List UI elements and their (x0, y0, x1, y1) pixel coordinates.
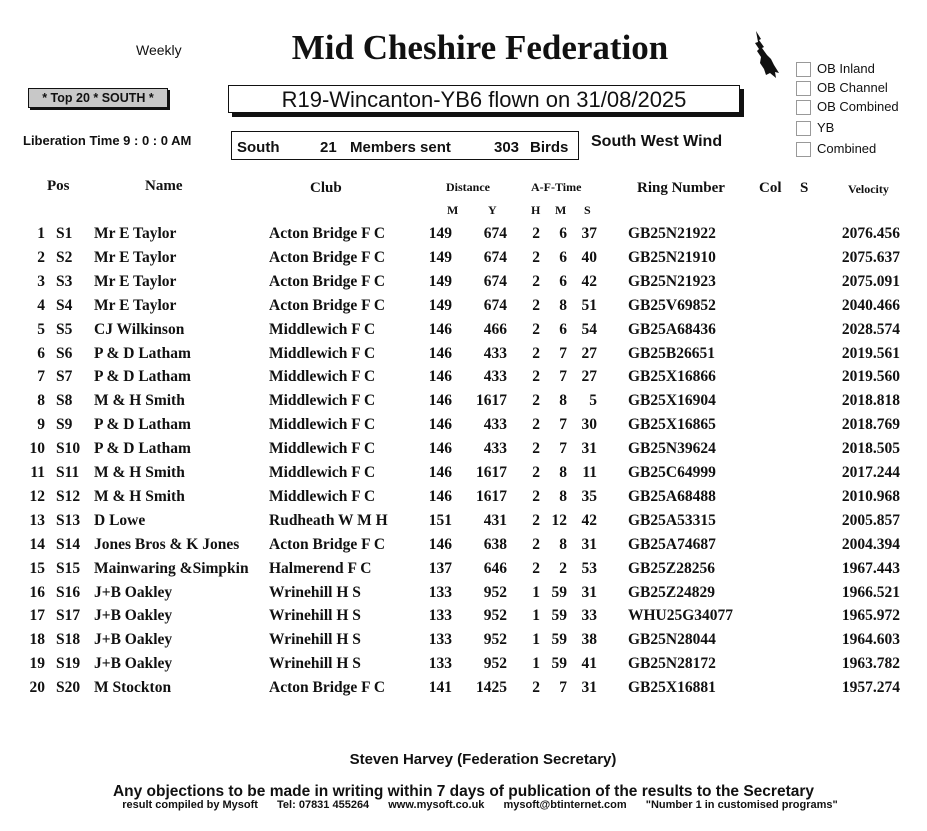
cell-velocity: 1967.443 (841, 559, 900, 577)
cell-time-m: 2 (559, 559, 567, 577)
cell-pos: 2 (37, 248, 45, 266)
cell-distance-m: 149 (428, 248, 452, 266)
cell-pos: 3 (37, 272, 45, 290)
cell-distance-m: 141 (428, 679, 452, 697)
table-row (0, 655, 927, 677)
col-distance: Distance (446, 180, 490, 194)
cell-time-h: 2 (532, 679, 540, 697)
cell-time-m: 8 (559, 464, 567, 481)
cell-time-s: 31 (581, 535, 597, 553)
cell-distance-m: 133 (428, 631, 452, 649)
cell-velocity: 2028.574 (841, 320, 900, 338)
cell-time-h: 2 (532, 320, 540, 338)
cell-distance-m: 133 (428, 607, 452, 625)
checkbox-icon[interactable] (796, 81, 811, 96)
cell-section-pos: S19 (56, 655, 81, 673)
cell-velocity: 2018.818 (841, 392, 900, 410)
cell-time-m: 7 (559, 440, 567, 458)
cell-time-m: 8 (559, 296, 567, 314)
col-ring: Ring Number (637, 180, 725, 196)
cell-time-h: 2 (532, 344, 540, 362)
table-row (0, 416, 927, 438)
cell-section-pos: S6 (56, 344, 73, 362)
cell-distance-m: 146 (428, 440, 452, 458)
cell-distance-m: 133 (428, 655, 452, 673)
cell-pos: 12 (29, 487, 45, 505)
cell-distance-y: 952 (483, 655, 507, 673)
email-link[interactable]: mysoft@btinternet.com (503, 799, 627, 811)
cell-velocity: 2017.244 (841, 464, 900, 481)
cell-ring-number: GB25B26651 (628, 344, 715, 362)
cell-time-s: 53 (581, 559, 597, 577)
cell-club: Wrinehill H S (269, 583, 361, 601)
cell-distance-m: 146 (428, 368, 452, 386)
cell-time-h: 2 (532, 511, 540, 529)
cell-pos: 7 (37, 368, 45, 386)
cell-club: Acton Bridge F C (269, 535, 386, 553)
cell-pos: 13 (29, 511, 45, 529)
cell-time-h: 2 (532, 296, 540, 314)
table-row (0, 584, 927, 606)
cell-section-pos: S5 (56, 320, 73, 338)
cell-velocity: 2018.769 (841, 416, 900, 434)
cell-name: J+B Oakley (94, 655, 173, 673)
cell-distance-y: 433 (483, 416, 507, 434)
col-distance-y: Y (488, 203, 497, 217)
cell-time-s: 40 (581, 248, 597, 266)
cell-time-s: 31 (581, 679, 597, 697)
table-row (0, 273, 927, 295)
cell-name: P & D Latham (94, 416, 191, 434)
pigeon-logo-icon (752, 29, 780, 79)
cell-time-s: 42 (581, 511, 597, 529)
cell-velocity: 1965.972 (841, 607, 900, 625)
cell-velocity: 2005.857 (841, 511, 900, 529)
birds-count: 303 (494, 139, 520, 156)
cell-club: Halmerend F C (269, 559, 372, 577)
cell-name: Mr E Taylor (94, 296, 177, 314)
cell-ring-number: GB25Z28256 (628, 559, 715, 577)
cell-club: Rudheath W M H (269, 511, 388, 529)
cell-time-h: 1 (532, 607, 540, 625)
cell-club: Acton Bridge F C (269, 296, 386, 314)
cell-distance-m: 149 (428, 225, 452, 242)
cell-velocity: 2004.394 (841, 535, 900, 553)
cell-distance-m: 137 (428, 559, 452, 577)
cell-club: Middlewich F C (269, 440, 376, 458)
cell-distance-m: 133 (428, 583, 452, 601)
compiled-by-line (0, 799, 927, 811)
table-row (0, 679, 927, 701)
cell-time-h: 2 (532, 487, 540, 505)
cell-distance-y: 646 (483, 559, 507, 577)
cell-ring-number: GB25Z24829 (628, 583, 715, 601)
cell-club: Middlewich F C (269, 416, 376, 434)
cell-name: Mr E Taylor (94, 248, 177, 266)
table-row (0, 536, 927, 558)
cell-velocity: 1964.603 (841, 631, 900, 649)
cell-distance-y: 1425 (476, 679, 507, 697)
top20-badge: * Top 20 * SOUTH * (28, 88, 168, 108)
cell-distance-m: 146 (428, 416, 452, 434)
cell-name: J+B Oakley (94, 583, 173, 601)
col-pos: Pos (47, 178, 70, 194)
cell-section-pos: S15 (56, 559, 81, 577)
section-summary-box (231, 131, 579, 160)
table-row (0, 368, 927, 390)
cell-club: Acton Bridge F C (269, 679, 386, 697)
cell-time-h: 1 (532, 631, 540, 649)
col-col: Col (759, 180, 782, 196)
col-club: Club (310, 180, 342, 196)
cell-section-pos: S17 (56, 607, 81, 625)
cell-velocity: 2075.091 (841, 272, 900, 290)
cell-section-pos: S14 (56, 535, 81, 553)
col-time-s: S (584, 203, 591, 217)
cell-distance-y: 674 (483, 272, 507, 290)
col-name: Name (145, 178, 183, 194)
cell-pos: 19 (29, 655, 45, 673)
cell-distance-m: 146 (428, 535, 452, 553)
cell-name: Mainwaring &Simpkin (94, 559, 249, 577)
cell-distance-m: 146 (428, 320, 452, 338)
cell-club: Acton Bridge F C (269, 272, 386, 290)
cell-ring-number: GB25N28172 (628, 655, 716, 673)
cell-ring-number: GB25V69852 (628, 296, 716, 314)
cell-section-pos: S16 (56, 583, 81, 601)
cell-time-s: 41 (581, 655, 597, 673)
cell-distance-y: 674 (483, 225, 507, 242)
cell-time-s: 11 (582, 464, 597, 481)
cell-time-m: 7 (559, 679, 567, 697)
cell-name: M & H Smith (94, 392, 185, 410)
cell-distance-m: 146 (428, 392, 452, 410)
telephone: Tel: 07831 455264 (277, 799, 370, 811)
cell-time-h: 2 (532, 368, 540, 386)
cell-time-m: 59 (551, 607, 567, 625)
liberation-time: Liberation Time 9 : 0 : 0 AM (23, 133, 192, 148)
cell-name: Mr E Taylor (94, 272, 177, 290)
cell-time-m: 8 (559, 392, 567, 410)
cell-time-s: 38 (581, 631, 597, 649)
cell-pos: 5 (37, 320, 45, 338)
cell-distance-m: 151 (428, 511, 452, 529)
cell-section-pos: S3 (56, 272, 73, 290)
cell-velocity: 1963.782 (841, 655, 900, 673)
cell-ring-number: GB25N21922 (628, 225, 716, 242)
cell-section-pos: S18 (56, 631, 81, 649)
table-row (0, 392, 927, 414)
cell-time-h: 2 (532, 272, 540, 290)
table-row (0, 631, 927, 653)
cell-velocity: 1957.274 (841, 679, 900, 697)
cell-name: P & D Latham (94, 368, 191, 386)
birds-label: Birds (530, 139, 569, 156)
slogan: "Number 1 in customised programs" (645, 799, 838, 811)
cell-club: Acton Bridge F C (269, 225, 386, 242)
cell-name: M & H Smith (94, 464, 185, 481)
cell-pos: 11 (30, 464, 45, 481)
cell-velocity: 2019.560 (841, 368, 900, 386)
cell-time-m: 12 (551, 511, 567, 529)
cell-pos: 14 (29, 535, 45, 553)
cell-distance-y: 952 (483, 631, 507, 649)
cell-time-s: 30 (581, 416, 597, 434)
members-label: Members sent (350, 139, 451, 156)
cell-time-s: 31 (581, 583, 597, 601)
page-title: Mid Cheshire Federation (291, 28, 669, 67)
cell-time-m: 8 (559, 487, 567, 505)
cell-name: M Stockton (94, 679, 172, 697)
col-velocity: Velocity (848, 182, 889, 196)
col-time: A-F-Time (531, 180, 582, 194)
checkbox-icon[interactable] (796, 100, 811, 115)
cell-time-h: 2 (532, 392, 540, 410)
cell-distance-m: 149 (428, 272, 452, 290)
cell-time-s: 51 (581, 296, 597, 314)
cell-distance-m: 146 (428, 464, 452, 481)
cell-name: P & D Latham (94, 344, 191, 362)
members-count: 21 (320, 139, 337, 156)
cell-section-pos: S9 (56, 416, 73, 434)
cell-ring-number: GB25N39624 (628, 440, 716, 458)
cell-ring-number: GB25N21910 (628, 248, 716, 266)
cell-distance-y: 638 (483, 535, 507, 553)
cell-section-pos: S12 (56, 487, 81, 505)
cell-distance-y: 674 (483, 248, 507, 266)
table-row (0, 440, 927, 462)
cell-ring-number: GB25A53315 (628, 511, 716, 529)
cell-distance-y: 431 (483, 511, 507, 529)
cell-time-m: 8 (559, 535, 567, 553)
cell-club: Wrinehill H S (269, 607, 361, 625)
table-row (0, 607, 927, 629)
cell-distance-y: 433 (483, 344, 507, 362)
cell-distance-y: 433 (483, 368, 507, 386)
table-row (0, 345, 927, 367)
cell-ring-number: GB25X16865 (628, 416, 716, 434)
cell-club: Middlewich F C (269, 464, 376, 481)
cell-velocity: 2010.968 (841, 487, 900, 505)
col-s: S (800, 180, 809, 196)
cell-club: Middlewich F C (269, 344, 376, 362)
cell-pos: 8 (37, 392, 45, 410)
cell-distance-m: 149 (428, 296, 452, 314)
cell-section-pos: S2 (56, 248, 73, 266)
cell-velocity: 1966.521 (841, 583, 900, 601)
compiled-by: result compiled by Mysoft (122, 799, 258, 811)
table-row (0, 249, 927, 271)
cell-time-m: 6 (559, 272, 567, 290)
cell-pos: 9 (37, 416, 45, 434)
cell-distance-y: 674 (483, 296, 507, 314)
cell-velocity: 2019.561 (841, 344, 900, 362)
cell-ring-number: GB25X16881 (628, 679, 716, 697)
cell-name: D Lowe (94, 511, 146, 529)
cell-time-s: 27 (581, 344, 597, 362)
cell-name: CJ Wilkinson (94, 320, 185, 338)
cell-time-h: 2 (532, 440, 540, 458)
col-time-h: H (531, 203, 541, 217)
cell-velocity: 2018.505 (841, 440, 900, 458)
cell-section-pos: S11 (56, 464, 80, 481)
cell-ring-number: GB25N28044 (628, 631, 716, 649)
cell-time-h: 2 (532, 248, 540, 266)
cell-club: Middlewich F C (269, 320, 376, 338)
table-row (0, 488, 927, 510)
cell-velocity: 2040.466 (841, 296, 900, 314)
cell-pos: 16 (29, 583, 45, 601)
cell-distance-y: 952 (483, 607, 507, 625)
secretary-signature: Steven Harvey (Federation Secretary) (349, 751, 617, 768)
cell-time-h: 2 (532, 559, 540, 577)
cell-time-s: 5 (589, 392, 597, 410)
cell-ring-number: GB25X16904 (628, 392, 716, 410)
cell-pos: 4 (37, 296, 45, 314)
wind-direction: South West Wind (591, 133, 723, 150)
cell-time-m: 6 (559, 248, 567, 266)
cell-club: Middlewich F C (269, 487, 376, 505)
cell-name: Mr E Taylor (94, 225, 177, 242)
checkbox-icon[interactable] (796, 142, 811, 157)
table-row (0, 512, 927, 534)
cell-time-s: 33 (581, 607, 597, 625)
cell-section-pos: S4 (56, 296, 73, 314)
cell-club: Middlewich F C (269, 368, 376, 386)
checkbox-icon[interactable] (796, 62, 811, 77)
cell-pos: 17 (29, 607, 45, 625)
cell-section-pos: S8 (56, 392, 73, 410)
cell-club: Acton Bridge F C (269, 248, 386, 266)
cell-time-h: 2 (532, 416, 540, 434)
cell-time-s: 37 (581, 225, 597, 242)
cell-club: Middlewich F C (269, 392, 376, 410)
cell-section-pos: S10 (56, 440, 81, 458)
cell-velocity: 2076.456 (841, 225, 900, 242)
cell-time-s: 31 (581, 440, 597, 458)
cell-distance-m: 146 (428, 487, 452, 505)
cell-pos: 20 (29, 679, 45, 697)
cell-club: Wrinehill H S (269, 631, 361, 649)
cell-distance-y: 952 (483, 583, 507, 601)
table-row (0, 464, 927, 486)
table-row (0, 321, 927, 343)
cell-section-pos: S20 (56, 679, 81, 697)
cell-section-pos: S1 (56, 225, 73, 242)
cell-name: J+B Oakley (94, 631, 173, 649)
cell-ring-number: GB25C64999 (628, 464, 716, 481)
cell-pos: 18 (29, 631, 45, 649)
cell-distance-y: 466 (483, 320, 507, 338)
cell-time-h: 2 (532, 225, 540, 242)
col-time-m: M (555, 203, 567, 217)
cell-club: Wrinehill H S (269, 655, 361, 673)
cell-distance-y: 433 (483, 440, 507, 458)
cell-ring-number: GB25A68436 (628, 320, 716, 338)
checkbox-icon[interactable] (796, 121, 811, 136)
cell-distance-y: 1617 (476, 487, 507, 505)
cell-velocity: 2075.637 (841, 248, 900, 266)
cell-distance-y: 1617 (476, 392, 507, 410)
cell-time-m: 59 (551, 655, 567, 673)
cell-time-m: 7 (559, 368, 567, 386)
objections-notice: Any objections to be made in writing within 7 days of publication of the results to the Secretary (112, 783, 815, 800)
cell-ring-number: WHU25G34077 (628, 607, 734, 625)
cell-ring-number: GB25X16866 (628, 368, 716, 386)
col-distance-m: M (447, 203, 459, 217)
cell-name: M & H Smith (94, 487, 185, 505)
cell-time-m: 6 (559, 320, 567, 338)
table-row (0, 560, 927, 582)
weekly-label: Weekly (136, 42, 182, 58)
table-row (0, 297, 927, 319)
cell-section-pos: S7 (56, 368, 73, 386)
cell-time-h: 1 (532, 655, 540, 673)
cell-pos: 15 (29, 559, 45, 577)
cell-pos: 10 (29, 440, 45, 458)
cell-name: Jones Bros & K Jones (94, 535, 240, 553)
cell-ring-number: GB25A68488 (628, 487, 716, 505)
cell-ring-number: GB25N21923 (628, 272, 716, 290)
race-title-box: R19-Wincanton-YB6 flown on 31/08/2025 (228, 85, 740, 113)
cell-distance-m: 146 (428, 344, 452, 362)
cell-time-h: 1 (532, 583, 540, 601)
cell-time-s: 54 (581, 320, 597, 338)
cell-time-s: 27 (581, 368, 597, 386)
cell-time-m: 59 (551, 631, 567, 649)
cell-time-s: 35 (581, 487, 597, 505)
table-row (0, 225, 927, 247)
cell-name: J+B Oakley (94, 607, 173, 625)
cell-time-s: 42 (581, 272, 597, 290)
cell-distance-y: 1617 (476, 464, 507, 481)
cell-pos: 1 (37, 225, 45, 242)
cell-section-pos: S13 (56, 511, 81, 529)
cell-time-m: 7 (559, 416, 567, 434)
cell-time-m: 7 (559, 344, 567, 362)
website-link[interactable]: www.mysoft.co.uk (388, 799, 485, 811)
cell-time-h: 2 (532, 535, 540, 553)
cell-time-m: 59 (551, 583, 567, 601)
cell-ring-number: GB25A74687 (628, 535, 716, 553)
cell-time-h: 2 (532, 464, 540, 481)
cell-time-m: 6 (559, 225, 567, 242)
section-name: South (237, 139, 280, 156)
cell-name: P & D Latham (94, 440, 191, 458)
cell-pos: 6 (37, 344, 45, 362)
